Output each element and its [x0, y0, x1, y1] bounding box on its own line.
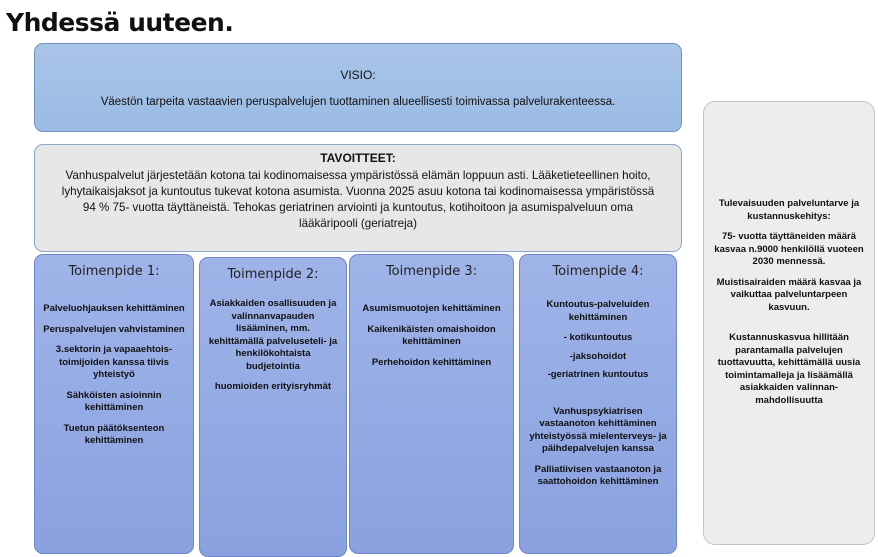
sidebar-item: Muistisairaiden määrä kasvaa ja vaikuttaa palveluntarpeen kasvuun. — [716, 276, 862, 313]
list-item: -jaksohoidot — [569, 350, 627, 362]
list-item: Palliatiivisen vastaanoton ja saattohoidon kehittäminen — [534, 463, 662, 487]
toimenpide-1-box — [34, 254, 194, 554]
tavoitteet-text: Vanhuspalvelut järjestetään kotona tai kodinomaisessa ympäristössä elämän loppuun asti. Lääketieteellinen hoito, lyhytaikaisjaksot ja kuntoutus tukevat kotona asumista. Vuonna 2025 asuu kotona tai kodinomaisessa ympäristössä 94 % 75- vuotta täyttäneistä. Tehokas geriatrinen arviointi ja kuntoutus, kotihoitoon ja asumispalveluun oma lääkäripooli (geriatreja) — [61, 169, 655, 230]
toimenpide-4-heading: Toimenpide 4: — [552, 264, 644, 279]
list-item: Kuntoutus-palveluiden kehittäminen — [546, 299, 650, 323]
list-item: Kaikenikäisten omaishoidon kehittäminen — [367, 323, 496, 347]
tavoitteet-heading: TAVOITTEET: — [320, 151, 396, 165]
toimenpide-3-heading: Toimenpide 3: — [385, 264, 478, 279]
list-item: Perhehoidon kehittäminen — [371, 356, 492, 368]
page-title: Yhdessä uuteen. — [6, 8, 234, 37]
list-item: Asiakkaiden osallisuuden ja valinnanvapauden lisääminen, mm. kehittämällä palveluseteli- ja henkilökohtaista budjetointia — [208, 298, 338, 372]
toimenpide-3-box — [349, 254, 514, 554]
sidebar-item: 75- vuotta täyttäneiden määrä kasvaa n.9000 henkilöllä vuoteen 2030 mennessä. — [714, 231, 864, 267]
sidebar-box — [703, 101, 875, 545]
visio-box — [34, 43, 682, 132]
visio-text: Väestön tarpeita vastaavien peruspalvelujen tuottaminen alueellisesti toimivassa palvelurakenteessa. — [100, 96, 616, 108]
list-item: - kotikuntoutus — [563, 332, 633, 343]
list-item: Asumismuotojen kehittäminen — [362, 303, 501, 314]
sidebar-item: Kustannuskasvua hillitään parantamalla palvelujen tuottavuutta, kehittämällä uusia toimintamalleja ja lisäämällä asiakkaiden valinnan-mahdollisuutta — [717, 332, 861, 406]
toimenpide-2-box — [199, 257, 347, 557]
list-item: Sähköisten asioinnin kehittäminen — [66, 389, 162, 413]
list-item: Tuetun päätöksenteon kehittäminen — [63, 422, 165, 446]
list-item: Palveluohjauksen kehittäminen — [43, 303, 185, 314]
toimenpide-4-box — [519, 254, 677, 554]
list-item: Peruspalvelujen vahvistaminen — [43, 323, 185, 335]
list-item: huomioiden erityisryhmät — [214, 381, 332, 392]
list-item: Vanhuspsykiatrisen vastaanoton kehittäminen yhteistyössä mielenterveys- ja päihdepalvelujen kanssa — [529, 405, 667, 454]
toimenpide-1-heading: Toimenpide 1: — [68, 264, 160, 279]
visio-heading: VISIO: — [340, 68, 376, 82]
toimenpide-2-heading: Toimenpide 2: — [227, 267, 319, 282]
tavoitteet-box — [34, 144, 682, 252]
list-item: 3.sektorin ja vapaaehtois-toimijoiden kanssa tiivis yhteistyö — [55, 344, 173, 380]
sidebar-heading: Tulevaisuuden palveluntarve ja kustannuskehitys: — [718, 198, 860, 222]
list-item: -geriatrinen kuntoutus — [547, 369, 649, 380]
